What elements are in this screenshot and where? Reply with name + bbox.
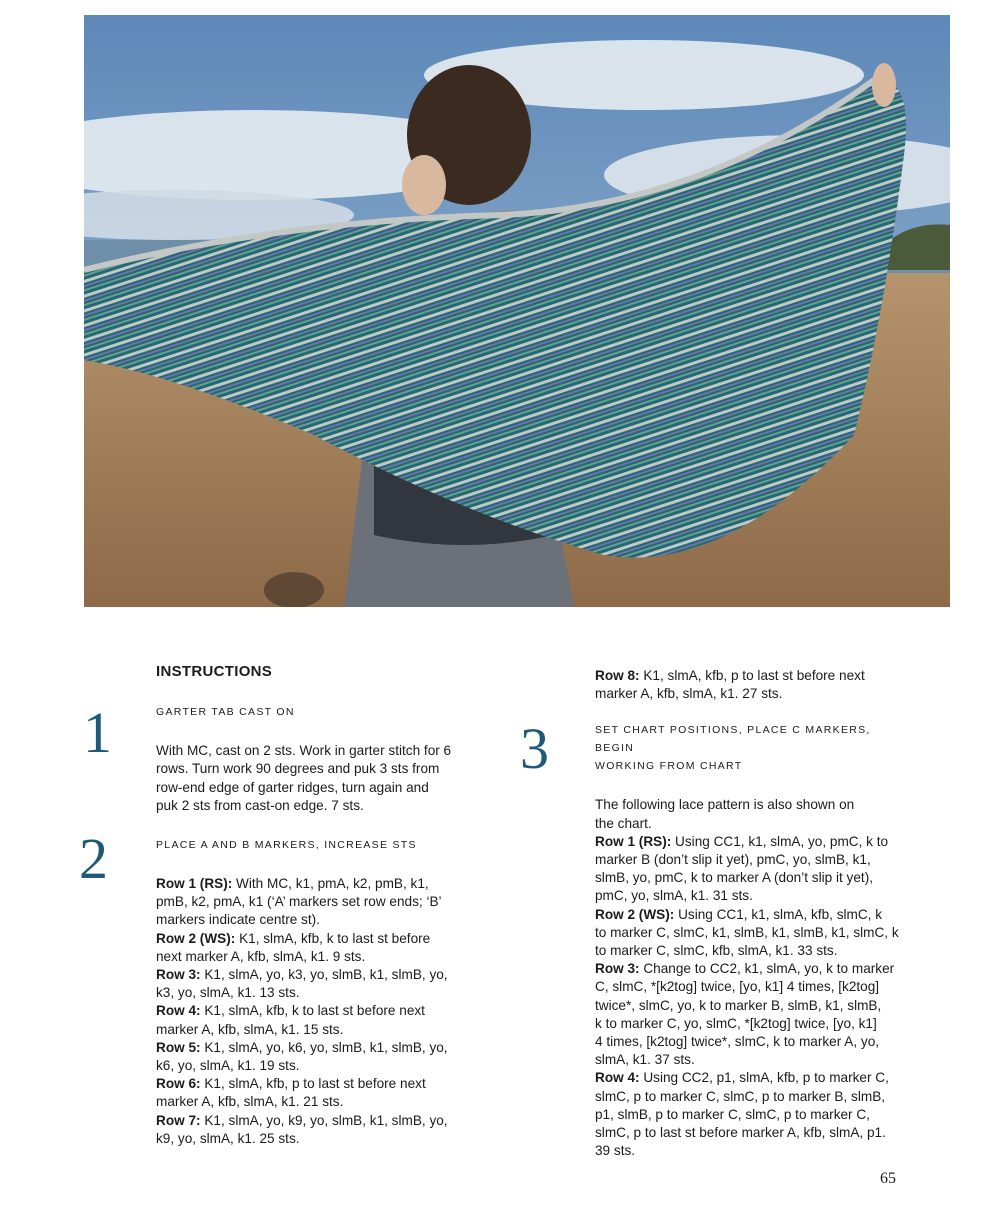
row-instruction [156, 966, 474, 1002]
row-instruction [595, 1069, 913, 1160]
text-line: With MC, cast on 2 sts. Work in garter stitch for 6 [156, 743, 452, 759]
step-3-title [595, 721, 913, 775]
row-instruction [595, 667, 913, 703]
right-column [595, 667, 913, 1160]
row-label: Row 5: [156, 1039, 201, 1055]
left-column [156, 663, 474, 1148]
row-instruction [156, 1075, 474, 1111]
text-line: slmA, k1. 37 sts. [595, 1052, 695, 1068]
row-text: K1, slmA, kfb, p to last st before next [639, 668, 865, 683]
row-text: Using CC1, k1, slmA, kfb, slmC, k [674, 906, 883, 922]
row-text: K1, slmA, kfb, k to last st before next [200, 1003, 425, 1019]
row-label: Row 4: [156, 1003, 201, 1019]
text-line: slmB, yo, pmC, k to marker A (don’t slip it yet), [595, 870, 873, 886]
row-text: K1, slmA, yo, k9, yo, slmB, k1, slmB, yo, [200, 1112, 448, 1128]
row-instruction [595, 833, 913, 906]
text-line: p1, slmB, p to marker C, slmC, p to marker C, [595, 1106, 870, 1122]
text-line: the chart. [595, 815, 652, 831]
instructions-heading: INSTRUCTIONS [156, 663, 273, 680]
title-line: WORKING FROM CHART [595, 760, 743, 773]
step-2-rows [156, 875, 474, 1148]
row-text: Using CC1, k1, slmA, yo, pmC, k to [671, 833, 889, 849]
text-line: twice*, slmC, yo, k to marker B, slmB, k1, slmB, [595, 997, 882, 1013]
row-text: K1, slmA, yo, k6, yo, slmB, k1, slmB, yo, [200, 1039, 448, 1055]
text-line: next marker A, kfb, slmA, k1. 9 sts. [156, 948, 366, 964]
row-label: Row 4: [595, 1070, 640, 1086]
row-instruction [156, 1112, 474, 1148]
text-line: marker A, kfb, slmA, k1. 21 sts. [156, 1094, 344, 1110]
step-number-2: 2 [79, 826, 108, 891]
text-line: markers indicate centre st). [156, 912, 320, 928]
text-line: puk 2 sts from cast-on edge. 7 sts. [156, 797, 364, 813]
text-line: C, slmC, *[k2tog] twice, [yo, k1] 4 times, [k2tog] [595, 979, 880, 995]
text-line: The following lace pattern is also shown on [595, 797, 855, 813]
row-text: Using CC2, p1, slmA, kfb, p to marker C, [639, 1070, 889, 1086]
row-label: Row 1 (RS): [595, 833, 672, 849]
row-label: Row 7: [156, 1112, 201, 1128]
text-line: row-end edge of garter ridges, turn again and [156, 779, 429, 795]
text-line: k3, yo, slmA, k1. 13 sts. [156, 985, 300, 1001]
row-instruction [156, 875, 474, 930]
text-line: 4 times, [k2tog] twice*, slmC, k to marker A, yo, [595, 1034, 880, 1050]
text-line: rows. Turn work 90 degrees and puk 3 sts from [156, 761, 440, 777]
text-line: marker A, kfb, slmA, k1. 15 sts. [156, 1021, 344, 1037]
page-number: 65 [880, 1170, 896, 1187]
text-line: slmC, p to marker C, slmC, p to marker B, slmB, [595, 1088, 886, 1104]
row-instruction [595, 906, 913, 961]
title-line: SET CHART POSITIONS, PLACE C MARKERS, BEGIN [595, 724, 871, 755]
text-line: k6, yo, slmA, k1. 19 sts. [156, 1058, 300, 1074]
row-instruction [156, 1002, 474, 1038]
step-number-3: 3 [520, 716, 549, 781]
row-label: Row 6: [156, 1076, 201, 1092]
step-3-intro [595, 796, 913, 832]
row-label: Row 3: [595, 961, 640, 977]
row-instruction [156, 930, 474, 966]
photo-woman-holding-knitted-shawl-on-beach [84, 15, 950, 607]
text-line: to marker C, slmC, k1, slmB, k1, slmB, k1, slmC, k [595, 924, 899, 940]
text-line: 39 sts. [595, 1143, 636, 1159]
row-label: Row 3: [156, 967, 201, 983]
text-line: to marker C, slmC, kfb, slmA, k1. 33 sts. [595, 943, 838, 959]
step-3-rows [595, 833, 913, 1161]
row-label: Row 2 (WS): [595, 906, 675, 922]
row-label: Row 8: [595, 668, 640, 683]
text-line: pmB, k2, pmA, k1 (‘A’ markers set row ends; ‘B’ [156, 894, 442, 910]
row-text: Change to CC2, k1, slmA, yo, k to marker [639, 961, 895, 977]
text-line: k to marker C, yo, slmC, *[k2tog] twice, [yo, k1] [595, 1015, 877, 1031]
step-1-text [156, 742, 474, 815]
row-label: Row 2 (WS): [156, 930, 236, 946]
shawl-photo [84, 15, 950, 607]
text-line: k9, yo, slmA, k1. 25 sts. [156, 1130, 300, 1146]
row-text: K1, slmA, kfb, k to last st before [235, 930, 431, 946]
row-instruction [156, 1039, 474, 1075]
row-text: K1, slmA, yo, k3, yo, slmB, k1, slmB, yo, [200, 967, 448, 983]
text-line: slmC, p to last st before marker A, kfb, slmA, p1. [595, 1125, 886, 1141]
row-text: K1, slmA, kfb, p to last st before next [200, 1076, 426, 1092]
step-1-title: GARTER TAB CAST ON [156, 706, 295, 719]
text-line: pmC, yo, slmA, k1. 31 sts. [595, 888, 753, 904]
step-2-title: PLACE A AND B MARKERS, INCREASE STS [156, 839, 417, 852]
text-line: marker B (don’t slip it yet), pmC, yo, slmB, k1, [595, 852, 871, 868]
row-instruction [595, 960, 913, 1069]
text-line: marker A, kfb, slmA, k1. 27 sts. [595, 686, 783, 702]
row-label: Row 1 (RS): [156, 876, 233, 892]
row-text: With MC, k1, pmA, k2, pmB, k1, [232, 876, 429, 892]
step-number-1: 1 [83, 700, 112, 765]
